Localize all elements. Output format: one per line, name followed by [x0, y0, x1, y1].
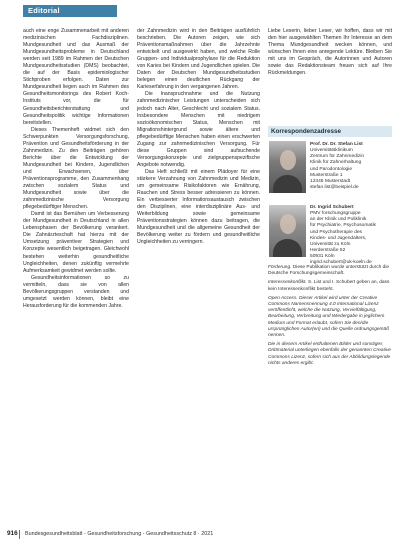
paragraph: Das Heft schließt mit einem Plädoyer für eine stärkere Verzahnung von Zahnmedizin und Medizin, um gemeinsame Risikofaktoren wie Ernährung, Rauchen und Stress besser adressieren zu können. Ein verbesserter Informationsaustausch zwischen den Disziplinen, eine interdisziplinäre Aus- und Weiterbildung sowie gemeinsame Präventionsstrategien können dazu beitragen, die Mundgesundheit und die allgemeine Gesundheit der Bevölkerung weiter zu fördern und gesundheitliche Ungleichheiten zu verringern. [137, 168, 260, 246]
funding-notes [268, 265, 392, 370]
text-column-3 [268, 28, 392, 77]
address-line: 50931 Köln [310, 254, 335, 260]
address-line: 12345 Musterstadt [310, 178, 351, 184]
paragraph: Liebe Leserin, lieber Leser, wir hoffen, dass wir mit den hier ausgewählten Themen Ihr Interesse an dem Thema Mundgesundheit wecken können, und wünschen Ihnen eine anregende Lektüre. Bleiben Sie mit uns im Gespräch, die Autorinnen und Autoren sowie das Redaktionsteam freuen sich auf Ihre Rückmeldungen. [268, 28, 392, 77]
author-photo-list [269, 141, 306, 193]
paragraph: Gesundheitsinformationen so zu vermitteln, dass sie von allen Bevölkerungsgruppen verstanden und umgesetzt werden können, bleibt eine Herausforderung für die kommenden Jahre. [23, 274, 129, 309]
contact-address-1 [310, 142, 396, 191]
page-footer [0, 528, 413, 542]
portrait-shoulders [273, 239, 302, 257]
address-line: Zentrum für Zahnmedizin [310, 154, 365, 160]
address-line: Musterstraße 1 [310, 172, 343, 178]
address-line: für Psychiatrie, Psychosomatik [310, 223, 376, 229]
text-column-2 [137, 28, 260, 246]
address-line: PMV forschungsgruppe [310, 211, 361, 217]
section-tag-label: Editorial [28, 6, 60, 15]
address-line: Kindes- und Jugendalters, [310, 235, 367, 241]
email-link[interactable]: stefan.list@beispiel.de [310, 185, 359, 191]
page-number: 916 [7, 530, 18, 537]
footer-divider [19, 530, 20, 539]
address-line: und Parodontologie [310, 166, 353, 172]
portrait-shoulders [273, 175, 302, 193]
conflict-text: S. List und I. Schubert geben an, dass kein Interessenkonflikt besteht. [268, 280, 390, 292]
open-access-text: Open Access. Dieser Artikel wird unter der Creative Commons Namensnennung 4.0 International Lizenz veröffentlicht, welche die Nutzung, Vervielfältigung, Bearbeitung, Verbreitung und Wiedergabe in jeglichem Medium und Format erlaubt, sofern Sie den/die ursprünglichen Autor(en) und die Quelle ordnungsgemäß nennen. [268, 295, 390, 339]
contact-name: Dr. Ingrid Schubert [310, 205, 354, 210]
license-note: Die in diesem Artikel enthaltenen Bilder und sonstiges Drittmaterial unterliegen ebenfalls der genannten Creative Commons Lizenz, sofern sich aus der Abbildungslegende nichts anderes ergibt. [268, 342, 391, 366]
author-photo-schubert [269, 205, 306, 257]
section-tag [23, 5, 117, 17]
correspondence-title: Korrespondenzadresse [271, 128, 341, 135]
contact-name: Prof. Dr. Dr. Stefan List [310, 142, 363, 147]
portrait-head [280, 150, 296, 170]
top-bar [0, 0, 413, 22]
address-line: an der Klinik und Poliklinik [310, 217, 367, 223]
address-line: Herderstraße 52 [310, 248, 346, 254]
correspondence-header [268, 126, 392, 137]
paragraph: Die Inanspruchnahme und die Nutzung zahnmedizinischer Leistungen unterscheiden sich jedoch nach Alter, Geschlecht und sozialem Status. Insbesondere Menschen mit niedrigem sozioökonomischen Status, Menschen mit Migrationshintergrund sowie ältere und pflegebedürftige Menschen haben einen erschwerten Zugang zur zahnmedizinischen Versorgung. Für diese Gruppen sind aufsuchende Versorgungskonzepte und zielgruppenspezifische Angebote notwendig. [137, 91, 260, 168]
address-line: Universität zu Köln [310, 241, 351, 247]
paragraph: Dieses Themenheft widmet sich den Schwerpunkten Versorgungsforschung, Prävention und Gesundheitsförderung in der Zahnmedizin. Zu den Beiträgen gehören Berichte über die Entwicklung der Mundgesundheit bei Kindern, Jugendlichen und Erwachsenen, über Präventionsprogramme, den Zusammenhang zwischen sozialem Status und Mundgesundheit sowie über die zahnmedizinische Versorgung pflegebedürftiger Menschen. [23, 126, 129, 211]
email-link[interactable]: ingrid.schubert@uk-koeln.de [310, 260, 372, 266]
funding-text: Diese Publikation wurde unterstützt durch die Deutsche Forschungsgemeinschaft. [268, 265, 390, 277]
funding-label: Förderung. [268, 265, 292, 270]
paragraph: Damit ist das Bemühen um Verbesserung der Mundgesundheit in Deutschland in allen Lebensphasen der Bevölkerung verankert. Die Zahnärzteschaft hat hierzu mit der Umsetzung präventiver Strategien und Konzepte wesentlich beigetragen. Gleichwohl bestehen weiterhin gesundheitliche Ungleichheiten, denen zukünftig vermehrte Aufmerksamkeit gewidmet werden sollte. [23, 211, 129, 274]
paragraph: der Zahnmedizin wird in den Beiträgen ausführlich beschrieben. Die Autoren zeigen, wie sich Präventionsmaßnahmen über die Jahrzehnte entwickelt und ausgewirkt haben, und welche Rolle Gruppen- und Individualprophylaxe für die Reduktion von Karies bei Kindern und Jugendlichen spielen. Die Daten der Deutschen Mundgesundheitsstudien belegen einen deutlichen Rückgang der Karieserfahrung in den vergangenen Jahren. [137, 28, 260, 91]
contact-address-2 [310, 205, 396, 267]
text-column-1 [23, 28, 129, 310]
portrait-head [280, 214, 296, 234]
address-line: und Psychotherapie des [310, 229, 362, 235]
address-line: Klinik für Zahnerhaltung [310, 160, 362, 166]
paragraph: auch eine enge Zusammenarbeit mit anderen medizinischen Fachdisziplinen. Mundgesundheit und das Ausmaß der Mundgesundheitsprobleme in Deutschland werden seit 1989 im Rahmen der Deutschen Mundgesundheitsstudien (DMS) beobachtet, die auf der Basis epidemiologischer Stichproben erfolgen. Daten zur Mundgesundheit liegen auch im Rahmen des Gesundheitsmonitorings des Robert Koch-Instituts vor, die für Gesundheitsberichterstattung und Gesundheitspolitik wichtige Informationen bereitstellen. [23, 28, 129, 126]
journal-reference: Bundesgesundheitsblatt - Gesundheitsforschung - Gesundheitsschutz 8 · 2021 [25, 531, 214, 537]
address-line: Universitätsklinikum [310, 148, 353, 154]
conflict-label: Interessenkonflikt. [268, 280, 307, 286]
